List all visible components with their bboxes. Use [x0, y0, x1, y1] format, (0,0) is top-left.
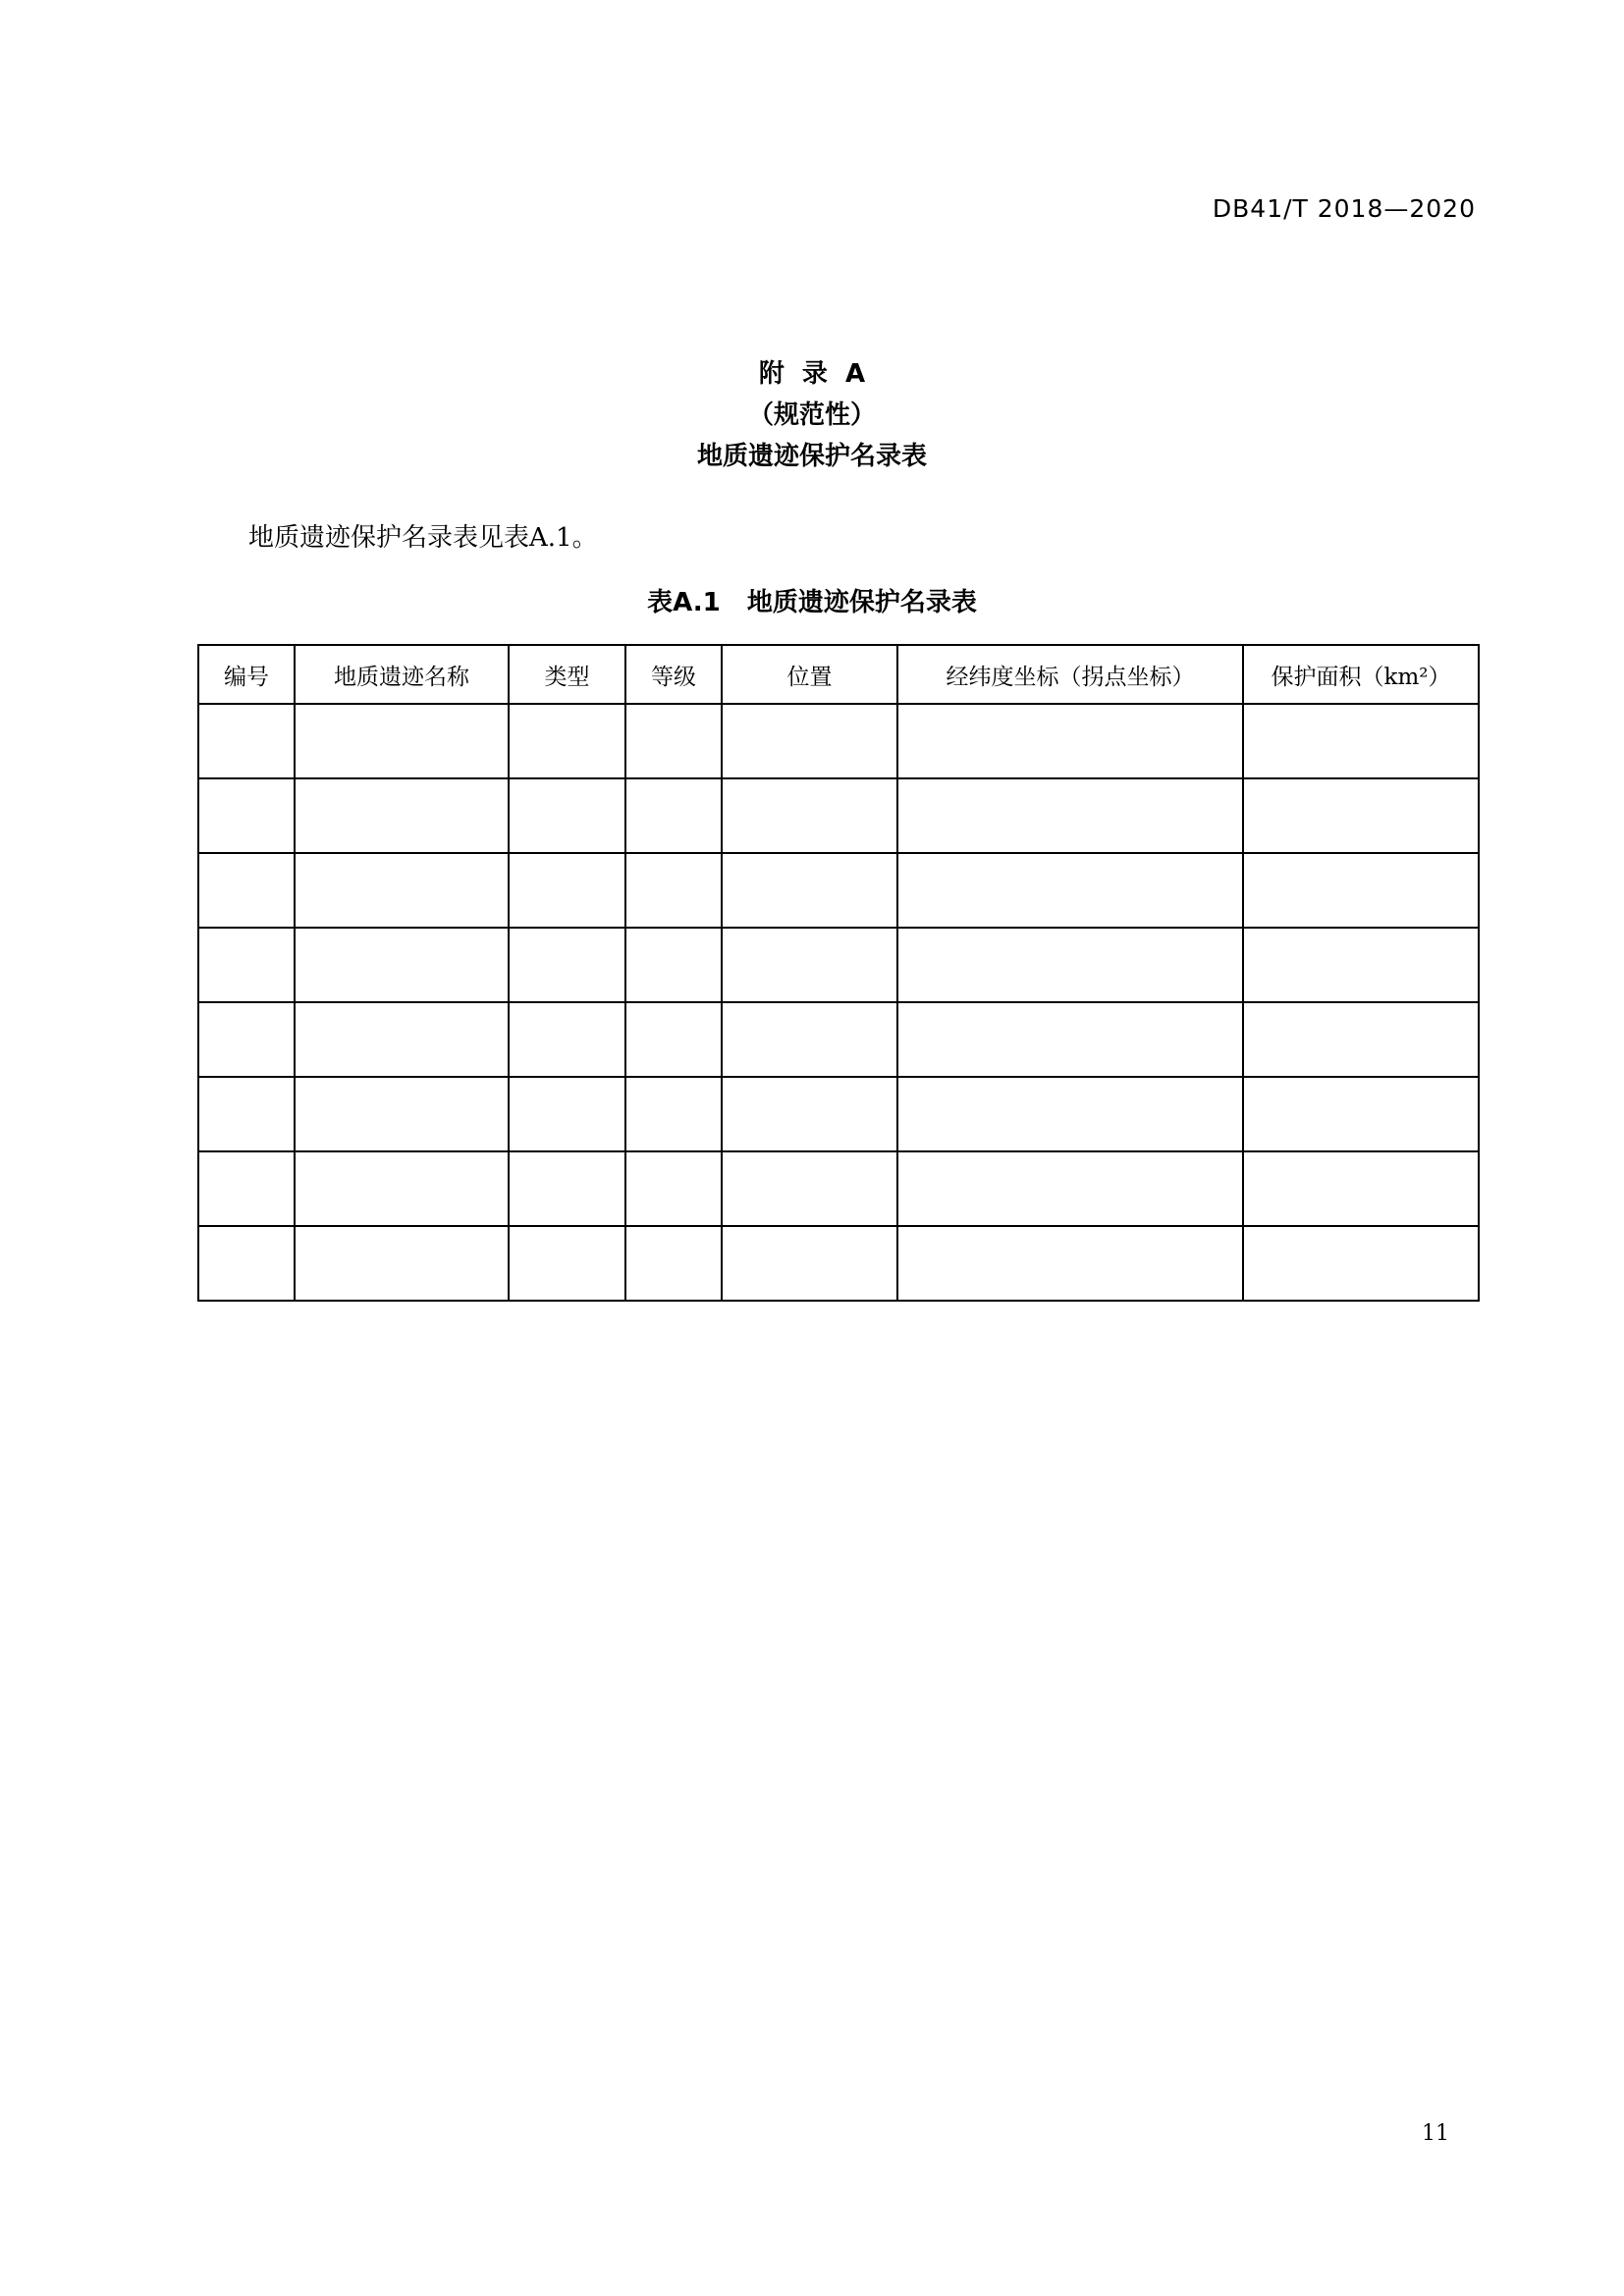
table-cell: [722, 704, 897, 778]
table-cell: [1243, 928, 1479, 1002]
table-cell: [897, 1226, 1243, 1301]
table-cell: [1243, 1226, 1479, 1301]
column-header-location: 位置: [722, 645, 897, 704]
table-cell: [198, 1151, 295, 1226]
table-cell: [1243, 1077, 1479, 1151]
table-row: [198, 1002, 1479, 1077]
table-cell: [722, 853, 897, 928]
table-cell: [509, 704, 625, 778]
table-cell: [625, 1151, 722, 1226]
table-cell: [509, 778, 625, 853]
table-cell: [625, 1226, 722, 1301]
table-cell: [509, 928, 625, 1002]
table-cell: [625, 853, 722, 928]
table-cell: [897, 704, 1243, 778]
table-cell: [1243, 1151, 1479, 1226]
table-caption: 表A.1 地质遗迹保护名录表: [647, 588, 977, 617]
table-header-row: [198, 645, 1479, 704]
table-cell: [625, 704, 722, 778]
table-cell: [1243, 778, 1479, 853]
table-cell: [722, 1226, 897, 1301]
table-cell: [198, 1077, 295, 1151]
table-cell: [722, 778, 897, 853]
table-cell: [625, 928, 722, 1002]
table-row: [198, 1226, 1479, 1301]
column-header-number: 编号: [198, 645, 295, 704]
table-row: [198, 778, 1479, 853]
table-row: [198, 928, 1479, 1002]
table-cell: [295, 704, 509, 778]
appendix-label: 附 录 A: [758, 359, 866, 389]
table-cell: [295, 1151, 509, 1226]
table-cell: [897, 1002, 1243, 1077]
table-cell: [295, 853, 509, 928]
table-cell: [509, 1077, 625, 1151]
column-header-grade: 等级: [625, 645, 722, 704]
table-cell: [722, 928, 897, 1002]
table-cell: [625, 778, 722, 853]
table-row: [198, 853, 1479, 928]
table-cell: [198, 1226, 295, 1301]
geological-heritage-table: [197, 644, 1480, 1302]
document-code: DB41/T 2018—2020: [1212, 194, 1476, 223]
table-cell: [509, 1151, 625, 1226]
table-cell: [722, 1002, 897, 1077]
table-cell: [198, 778, 295, 853]
table-row: [198, 1077, 1479, 1151]
table-cell: [897, 853, 1243, 928]
appendix-normative: （规范性）: [747, 400, 876, 430]
table-cell: [198, 853, 295, 928]
table-cell: [295, 928, 509, 1002]
table-cell: [509, 1226, 625, 1301]
table-cell: [198, 928, 295, 1002]
table-body: [198, 704, 1479, 1301]
column-header-area: 保护面积（km²）: [1243, 645, 1479, 704]
table-cell: [897, 1077, 1243, 1151]
table-cell: [295, 1226, 509, 1301]
table-cell: [625, 1077, 722, 1151]
table-cell: [198, 1002, 295, 1077]
table-cell: [897, 1151, 1243, 1226]
column-header-name: 地质遗迹名称: [295, 645, 509, 704]
table-cell: [625, 1002, 722, 1077]
intro-paragraph: 地质遗迹保护名录表见表A.1。: [248, 523, 598, 553]
table-cell: [198, 704, 295, 778]
table-cell: [897, 778, 1243, 853]
table-cell: [1243, 853, 1479, 928]
table-cell: [1243, 1002, 1479, 1077]
table-row: [198, 704, 1479, 778]
table-cell: [509, 853, 625, 928]
table-cell: [722, 1077, 897, 1151]
table-row: [198, 1151, 1479, 1226]
table-cell: [1243, 704, 1479, 778]
table-cell: [295, 778, 509, 853]
table-cell: [509, 1002, 625, 1077]
table-cell: [295, 1002, 509, 1077]
table-cell: [897, 928, 1243, 1002]
column-header-coordinates: 经纬度坐标（拐点坐标）: [897, 645, 1243, 704]
column-header-type: 类型: [509, 645, 625, 704]
table-cell: [722, 1151, 897, 1226]
page-number: 11: [1422, 2121, 1449, 2146]
appendix-title: 地质遗迹保护名录表: [696, 442, 927, 471]
table-cell: [295, 1077, 509, 1151]
appendix-heading: [0, 353, 1624, 477]
